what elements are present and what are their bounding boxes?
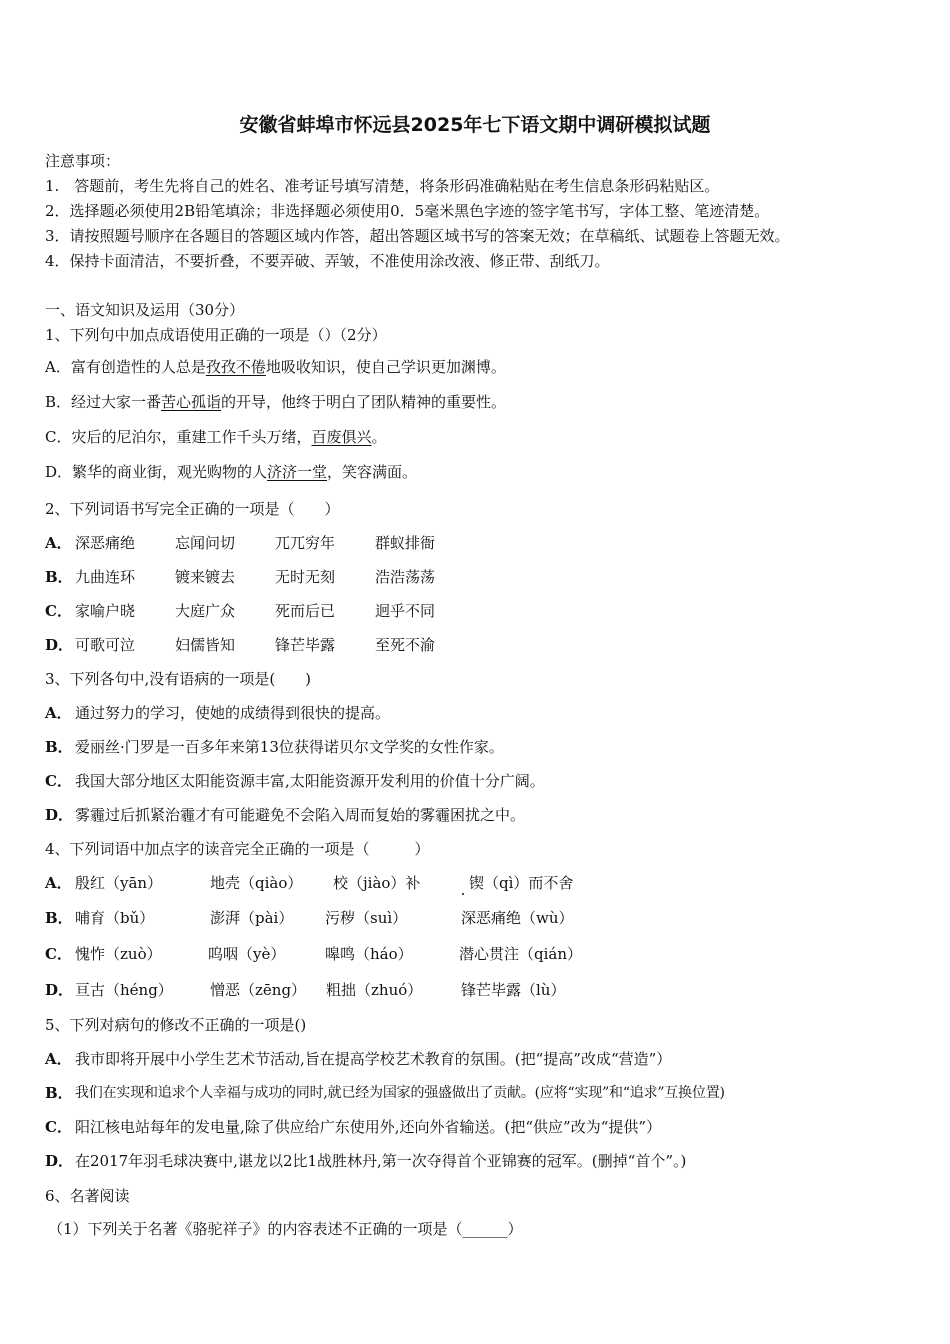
q3-label-c: C． xyxy=(45,772,72,790)
q3-option-a: 通过努力的学习，使她的成绩得到很快的提高。 xyxy=(75,704,391,722)
q3-label-a: A． xyxy=(45,704,72,722)
q2-c-word-2: 大庭广众 xyxy=(175,602,236,620)
q4-c-word-2: 呜咽（yè） xyxy=(208,945,286,963)
page-title: 安徽省蚌埠市怀远县2025年七下语文期中调研模拟试题 xyxy=(239,114,711,136)
q2-a-word-1: 深恶痛绝 xyxy=(75,534,136,552)
q4-a-word-1: 殷红（yān） xyxy=(75,874,163,892)
q1-option-c: C．灾后的尼泊尔，重建工作千头万绪，百废俱兴。 xyxy=(45,428,387,446)
q2-a-word-3: 兀兀穷年 xyxy=(275,534,336,552)
q4-b-word-4: 深恶痛绝（wù） xyxy=(461,909,574,927)
q4-a-word-3: 校（jiào）补 xyxy=(333,874,421,892)
q4-b-word-1: 哺育（bǔ） xyxy=(75,909,155,927)
q4-d-word-4: 锋芒毕露（lù） xyxy=(461,981,566,999)
q2-label-c: C． xyxy=(45,602,72,620)
q5-stem: 5、下列对病句的修改不正确的一项是() xyxy=(45,1016,307,1034)
q2-c-word-4: 迥乎不同 xyxy=(375,602,436,620)
q4-a-word-4: 锲（qì）而不舍 xyxy=(469,874,574,892)
q2-a-word-2: 忘闻问切 xyxy=(175,534,236,552)
q4-c-word-3: 嗥鸣（háo） xyxy=(325,945,413,963)
q1-c-idiom: 百废俱兴 xyxy=(311,428,372,446)
q2-label-b: B． xyxy=(45,568,73,586)
q3-label-d: D． xyxy=(45,806,74,824)
q4-d-word-3: 粗拙（zhuó） xyxy=(326,981,423,999)
notice-heading: 注意事项： xyxy=(45,152,121,170)
notice-item-4: 4．保持卡面清洁，不要折叠，不要弄破、弄皱，不准使用涂改液、修正带、刮纸刀。 xyxy=(45,252,610,270)
q4-label-d: D． xyxy=(45,981,74,999)
q5-label-c: C． xyxy=(45,1118,72,1136)
q6-sub-1: （1）下列关于名著《骆驼祥子》的内容表述不正确的一项是（______） xyxy=(48,1220,523,1238)
q2-b-word-1: 九曲连环 xyxy=(75,568,136,586)
emphasis-dot xyxy=(462,893,464,895)
q2-b-word-4: 浩浩荡荡 xyxy=(375,568,436,586)
q1-option-d: D．繁华的商业街，观光购物的人济济一堂，笑容满面。 xyxy=(45,463,418,481)
q1-a-idiom: 孜孜不倦 xyxy=(205,358,266,376)
q3-option-c: 我国大部分地区太阳能资源丰富,太阳能资源开发利用的价值十分广阔。 xyxy=(75,772,545,790)
q1-d-idiom: 济济一堂 xyxy=(267,463,328,481)
q2-d-word-4: 至死不渝 xyxy=(375,636,436,654)
q3-option-b: 爱丽丝·门罗是一百多年来第13位获得诺贝尔文学奖的女性作家。 xyxy=(75,738,504,756)
q4-label-a: A． xyxy=(45,874,72,892)
q5-option-b: 我们在实现和追求个人幸福与成功的同时,就已经为国家的强盛做出了贡献。(应将“实现”和“追求”互换位置) xyxy=(75,1085,725,1101)
q2-d-word-2: 妇儒皆知 xyxy=(175,636,236,654)
q4-d-word-1: 亘古（héng） xyxy=(75,981,173,999)
q2-c-word-3: 死而后已 xyxy=(275,602,336,620)
section-heading: 一、语文知识及运用（30分） xyxy=(45,301,245,319)
q4-b-word-3: 污秽（suì） xyxy=(325,909,408,927)
q2-d-word-3: 锋芒毕露 xyxy=(275,636,336,654)
q4-b-word-2: 澎湃（pài） xyxy=(210,909,294,927)
q1-option-a: A．富有创造性的人总是孜孜不倦地吸收知识，使自己学识更加渊博。 xyxy=(45,358,506,376)
q4-c-word-1: 愧怍（zuò） xyxy=(75,945,162,963)
q2-b-word-3: 无时无刻 xyxy=(275,568,336,586)
q5-option-c: 阳江核电站每年的发电量,除了供应给广东使用外,还向外省输送。(把“供应”改为“提供”） xyxy=(75,1118,662,1136)
q3-stem: 3、下列各句中,没有语病的一项是( ) xyxy=(45,670,312,688)
q4-stem: 4、下列词语中加点字的读音完全正确的一项是（ ） xyxy=(45,840,430,858)
q1-option-b: B．经过大家一番苦心孤诣的开导，他终于明白了团队精神的重要性。 xyxy=(45,393,507,411)
q2-label-d: D． xyxy=(45,636,74,654)
q4-label-b: B． xyxy=(45,909,73,927)
q2-b-word-2: 镀来镀去 xyxy=(175,568,236,586)
q1-stem: 1、下列句中加点成语使用正确的一项是（）（2分） xyxy=(45,326,387,344)
q6-stem: 6、名著阅读 xyxy=(45,1187,130,1205)
notice-item-1: 1. 答题前，考生先将自己的姓名、准考证号填写清楚，将条形码准确粘贴在考生信息条形码粘贴区。 xyxy=(45,177,720,195)
q2-a-word-4: 群蚁排衙 xyxy=(375,534,436,552)
notice-item-2: 2．选择题必须使用2B铅笔填涂；非选择题必须使用0．5毫米黑色字迹的签字笔书写，字体工整、笔迹清楚。 xyxy=(45,202,770,220)
q3-label-b: B． xyxy=(45,738,73,756)
notice-item-3: 3．请按照题号顺序在各题目的答题区域内作答，超出答题区域书写的答案无效；在草稿纸、试题卷上答题无效。 xyxy=(45,227,790,245)
q5-option-d: 在2017年羽毛球决赛中,谌龙以2比1战胜林丹,第一次夺得首个亚锦赛的冠军。(删掉“首个”。) xyxy=(75,1152,687,1170)
q2-stem: 2、下列词语书写完全正确的一项是（ ） xyxy=(45,500,340,518)
q4-c-word-4: 潜心贯注（qián） xyxy=(459,945,583,963)
q5-label-b: B． xyxy=(45,1084,73,1102)
q2-c-word-1: 家喻户晓 xyxy=(75,602,136,620)
q2-label-a: A． xyxy=(45,534,72,552)
q5-option-a: 我市即将开展中小学生艺术节活动,旨在提高学校艺术教育的氛围。(把“提高”改成“营造”） xyxy=(75,1050,672,1068)
q3-option-d: 雾霾过后抓紧治霾才有可能避免不会陷入周而复始的雾霾困扰之中。 xyxy=(75,806,526,824)
q2-d-word-1: 可歌可泣 xyxy=(75,636,136,654)
q5-label-a: A． xyxy=(45,1050,72,1068)
q5-label-d: D． xyxy=(45,1152,74,1170)
q4-a-word-2: 地壳（qiào） xyxy=(210,874,303,892)
q4-label-c: C． xyxy=(45,945,72,963)
q4-d-word-2: 憎恶（zēng） xyxy=(210,981,307,999)
q1-b-idiom: 苦心孤诣 xyxy=(161,393,222,411)
